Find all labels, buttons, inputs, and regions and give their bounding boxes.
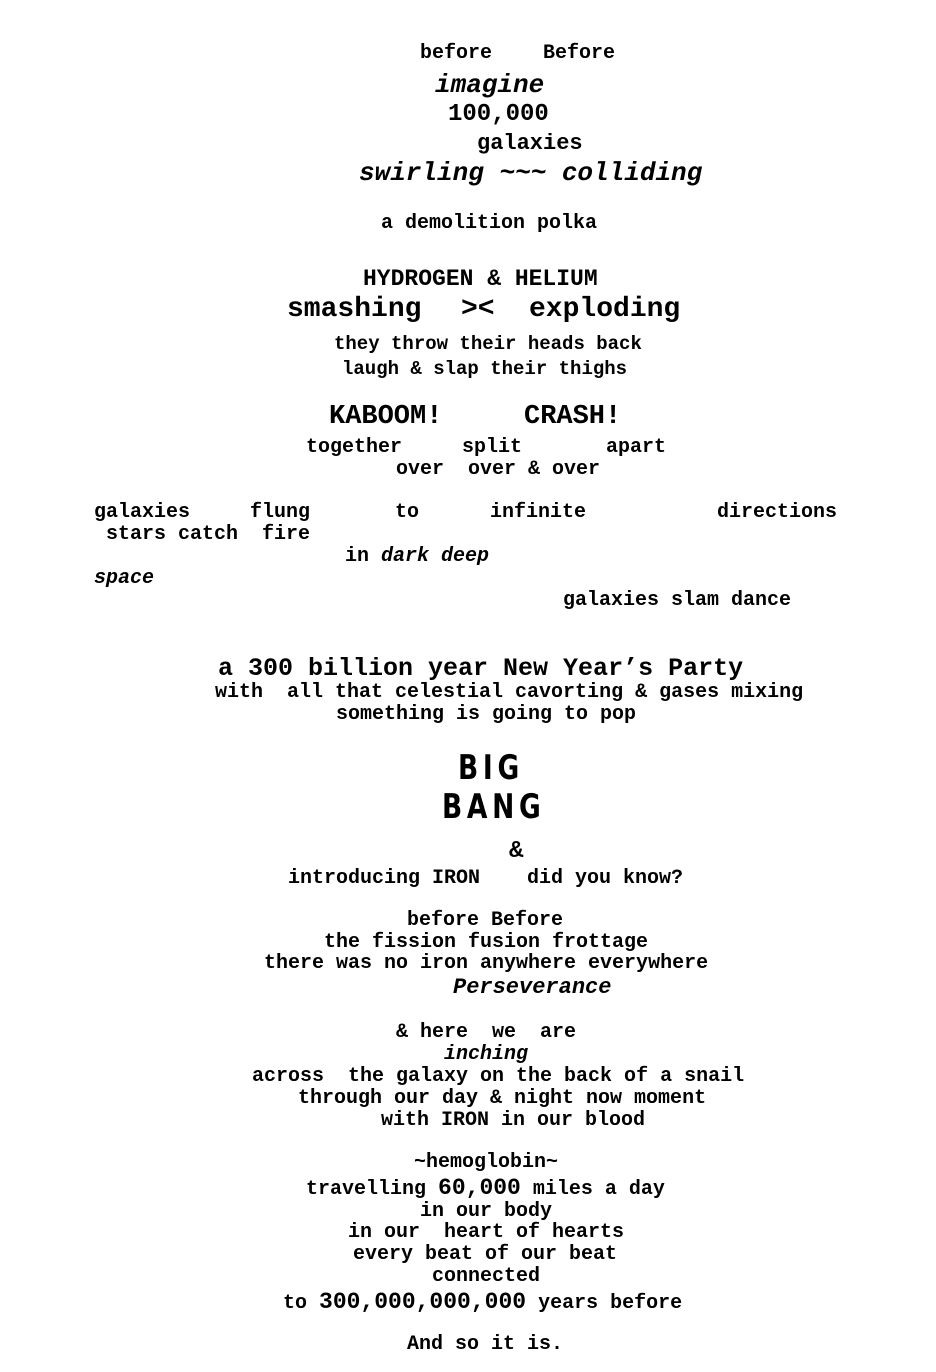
poem-line: CRASH! bbox=[524, 402, 622, 432]
poem-line: in our body bbox=[420, 1200, 553, 1223]
poem-fragment: travelling bbox=[306, 1178, 439, 1201]
poem-line: there was no iron anywhere everywhere bbox=[264, 952, 709, 975]
poem-line: flung bbox=[250, 501, 311, 524]
poem-line: connected bbox=[432, 1265, 541, 1288]
poem-line: introducing IRON bbox=[288, 867, 481, 890]
poem-fragment: dark deep bbox=[381, 545, 490, 568]
poem-line: 100,000 bbox=[448, 101, 549, 128]
poem-line: the fission fusion frottage bbox=[324, 931, 649, 954]
poem-line: laugh & slap their thighs bbox=[342, 358, 628, 380]
bang-word: BANG bbox=[442, 787, 546, 827]
poem-line bbox=[345, 547, 489, 567]
poem-fragment: to bbox=[283, 1292, 320, 1315]
poem-line bbox=[306, 1177, 665, 1200]
poem-line: across the galaxy on the back of a snail bbox=[252, 1065, 745, 1088]
poem-line: to bbox=[395, 501, 420, 524]
poem-fragment: 300,000,000,000 bbox=[319, 1289, 527, 1315]
poem-line: with IRON in our blood bbox=[381, 1109, 646, 1132]
poem-line: over over & over bbox=[396, 458, 601, 481]
poem-line: HYDROGEN & HELIUM bbox=[363, 266, 598, 292]
big-word: BIG bbox=[458, 748, 524, 788]
poem-line: together bbox=[306, 436, 403, 459]
poem-line: smashing bbox=[287, 294, 422, 325]
poem-line: >< bbox=[461, 294, 495, 325]
poem-line: galaxies bbox=[477, 131, 583, 156]
poem-line: ~hemoglobin~ bbox=[414, 1151, 559, 1174]
poem-line: before Before bbox=[407, 909, 564, 932]
poem-line: every beat of our beat bbox=[353, 1243, 618, 1266]
poem-fragment: years before bbox=[526, 1292, 683, 1315]
poem-line: & here we are bbox=[396, 1021, 577, 1044]
poem-fragment: miles a day bbox=[520, 1178, 665, 1201]
poem-line: inching bbox=[444, 1043, 529, 1066]
poem-fragment: in bbox=[345, 545, 382, 568]
poem-line: they throw their heads back bbox=[334, 333, 642, 355]
poem-line: apart bbox=[606, 436, 667, 459]
poem-line: Perseverance bbox=[453, 975, 612, 1000]
poem-line: stars catch fire bbox=[106, 523, 311, 546]
poem-line: Before bbox=[543, 42, 616, 65]
poem-line: with all that celestial cavorting & gases mixing bbox=[215, 681, 804, 704]
poem-line: before bbox=[420, 42, 493, 65]
poem-line: a demolition polka bbox=[381, 212, 598, 235]
poem-line: in our heart of hearts bbox=[348, 1221, 625, 1244]
poem-line: & bbox=[509, 838, 524, 865]
poem-line: KABOOM! bbox=[329, 402, 443, 432]
poem-line bbox=[283, 1291, 682, 1314]
poem-line: split bbox=[462, 436, 523, 459]
poem-line: exploding bbox=[529, 294, 681, 325]
poem-line: space bbox=[94, 567, 155, 590]
poem-line: a 300 billion year New Year’s Party bbox=[218, 654, 744, 683]
poem-line: galaxies bbox=[94, 501, 191, 524]
poem-line: something is going to pop bbox=[336, 703, 637, 726]
poem-line: And so it is. bbox=[407, 1333, 564, 1356]
poem-line: did you know? bbox=[527, 867, 684, 890]
poem-fragment: 60,000 bbox=[438, 1175, 521, 1201]
poem-line: galaxies slam dance bbox=[563, 589, 792, 612]
poem-line: imagine bbox=[435, 70, 545, 100]
poem-line: swirling ~~~ colliding bbox=[359, 158, 703, 188]
poem-line: infinite bbox=[490, 501, 587, 524]
poem-line: through our day & night now moment bbox=[298, 1087, 707, 1110]
poem-line: directions bbox=[717, 501, 838, 524]
